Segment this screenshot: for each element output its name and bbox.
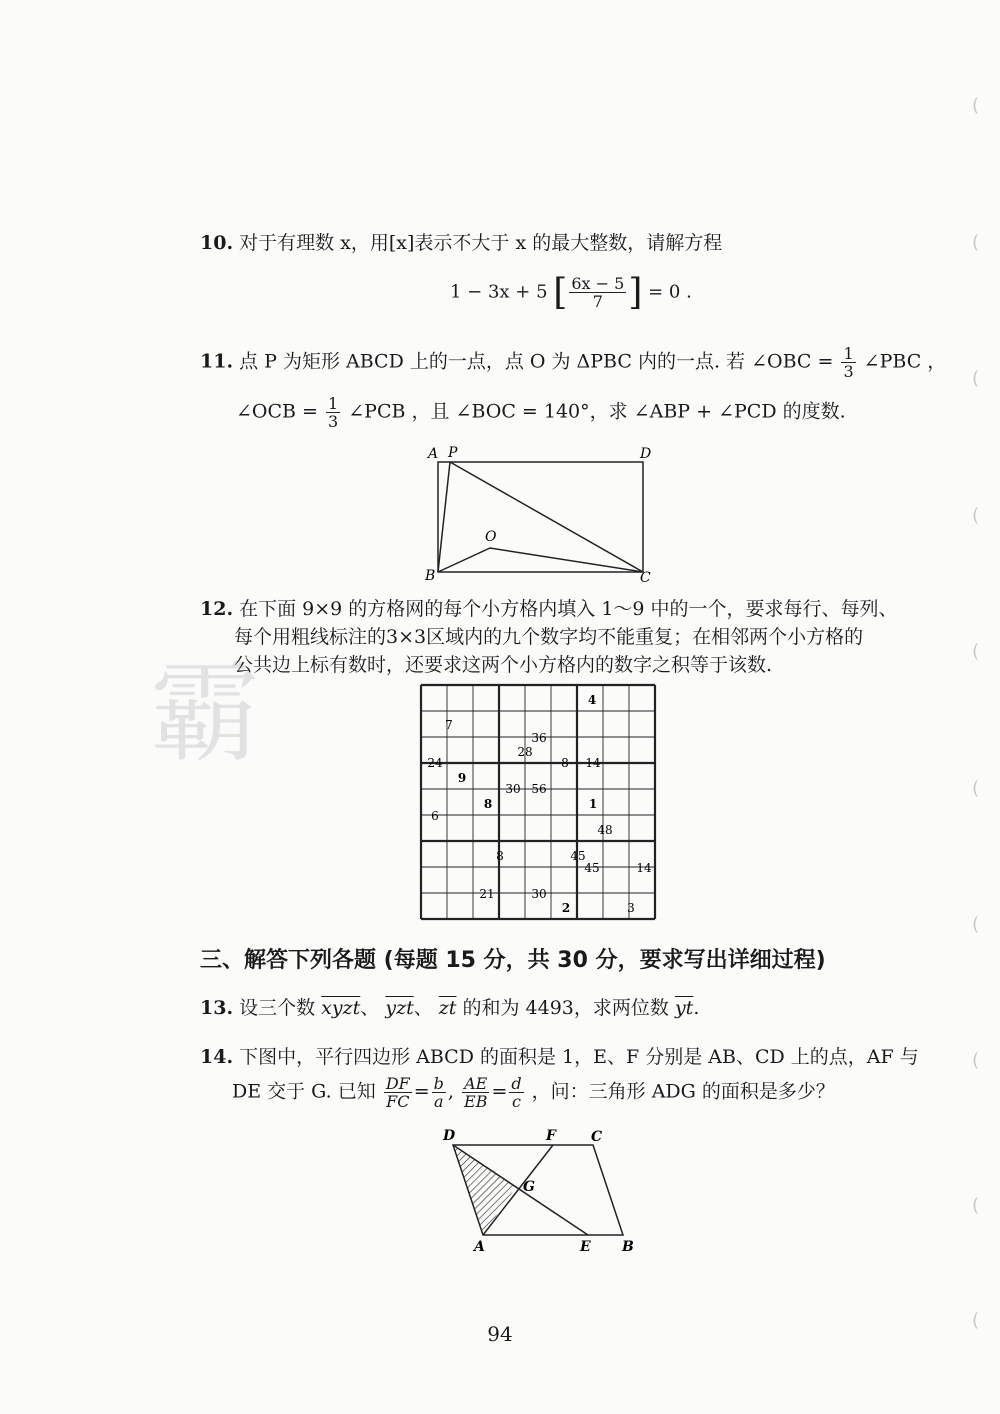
label-d: D — [443, 1128, 456, 1144]
question-text: ∠PCB ，且 ∠BOC = 140°，求 ∠ABP + ∠PCD 的度数. — [348, 400, 846, 423]
triangle-adg — [453, 1145, 516, 1235]
fraction-df-fc — [384, 1075, 412, 1110]
numerator: 1 — [328, 394, 339, 413]
grid-number: 2 — [561, 901, 571, 915]
fraction-d-c — [509, 1075, 523, 1110]
question-12-line2: 每个用粗线标注的3×3区域内的九个数字均不能重复；在相邻两个小方格的 — [234, 626, 864, 648]
number-zt: $\overline{zt}$ — [438, 997, 457, 1019]
question-text: 的和为 4493，求两位数 — [462, 997, 669, 1019]
bracket-left: [ — [553, 272, 568, 313]
number-xyzt: xyzt — [321, 997, 361, 1019]
numerator: 1 — [843, 344, 854, 363]
fraction-b-a — [432, 1075, 446, 1110]
question-text: DE 交于 G. 已知 — [232, 1080, 376, 1103]
grid-number: 8 — [561, 756, 569, 770]
question-number: 11. — [200, 350, 234, 373]
equation-right: = 0 . — [648, 281, 692, 303]
grid-number: 9 — [457, 771, 467, 785]
margin-mark: ( — [972, 778, 980, 799]
denominator: 3 — [843, 362, 854, 381]
denominator: a — [434, 1092, 444, 1111]
question-text: 下图中，平行四边形 ABCD 的面积是 1，E、F 分别是 AB、CD 上的点，AF 与 — [239, 1046, 919, 1068]
grid-number: 14 — [585, 756, 601, 770]
grid-number: 3 — [627, 901, 635, 915]
page-number: 94 — [487, 1322, 513, 1346]
denominator: c — [512, 1092, 521, 1111]
label-o: O — [485, 529, 497, 545]
fraction-ae-eb — [462, 1075, 489, 1110]
margin-mark: ( — [972, 1050, 980, 1071]
segment-pb — [438, 462, 450, 572]
label-a: A — [428, 446, 439, 462]
denominator: EB — [464, 1092, 488, 1111]
numerator: d — [511, 1074, 522, 1093]
denominator: 3 — [328, 412, 339, 431]
question-10 — [200, 228, 722, 258]
question-12 — [200, 594, 898, 624]
grid-number: 21 — [479, 887, 495, 901]
sudoku-grid — [418, 682, 664, 924]
label-g: G — [523, 1179, 535, 1195]
question-text: 点 P 为矩形 ABCD 上的一点，点 O 为 ΔPBC 内的一点. 若 ∠OBC = — [239, 350, 834, 373]
label-p: P — [448, 445, 458, 461]
number-yzt: $\overline{yzt}$ — [385, 997, 414, 1019]
label-b: B — [622, 1239, 634, 1255]
parallelogram-figure — [438, 1125, 648, 1260]
equation-left: 1 − 3x + 5 — [450, 281, 548, 303]
grid-number: 45 — [584, 861, 600, 875]
margin-mark: ( — [972, 641, 980, 662]
margin-mark: ( — [972, 914, 980, 935]
denominator: FC — [386, 1092, 410, 1111]
grid-number: 8 — [483, 797, 493, 811]
denominator: 7 — [592, 292, 603, 311]
question-14-line2: DE 交于 G. 已知 $\frac{DF}{FC}$ = $\frac{b}{a}$ , $\frac{AE}{EB}$ = $\frac{d}{c}$ ，问：三角形 ADG 的面积是多少？ — [232, 1074, 835, 1111]
question-13 — [200, 993, 699, 1023]
label-c: C — [640, 570, 651, 585]
grid-lines — [421, 685, 655, 919]
question-14 — [200, 1042, 919, 1072]
question-number: 14. — [200, 1046, 234, 1068]
grid-number: 36 — [531, 731, 547, 745]
numerator: b — [433, 1074, 444, 1093]
label-f: F — [546, 1128, 556, 1144]
grid-number: 14 — [636, 861, 652, 875]
equation-10 — [450, 272, 692, 313]
fraction — [326, 395, 340, 430]
question-text: ∠OCB = — [236, 400, 318, 423]
separator: 、 — [360, 997, 380, 1019]
label-a: A — [474, 1239, 485, 1255]
numerator: 6x − 5 — [571, 274, 625, 293]
grid-number: 48 — [597, 823, 613, 837]
label-b: B — [425, 568, 436, 584]
grid-number: 56 — [531, 782, 547, 796]
question-number: 10. — [200, 232, 234, 254]
grid-number: 7 — [445, 718, 453, 732]
label-e: E — [580, 1239, 591, 1255]
bracket-right: ] — [628, 272, 643, 313]
number-yt: $\overline{yt}$ — [674, 997, 694, 1019]
grid-labels — [427, 693, 652, 915]
grid-number: 28 — [517, 745, 533, 759]
rectangle-figure — [420, 440, 660, 585]
question-text: 设三个数 — [239, 997, 316, 1019]
numerator: DF — [385, 1074, 410, 1093]
question-text: 在下面 9×9 的方格网的每个小方格内填入 1～9 中的一个，要求每行、每列、 — [239, 598, 898, 620]
margin-mark: ( — [972, 1195, 980, 1216]
label-c: C — [591, 1129, 603, 1145]
separator: 、 — [413, 997, 433, 1019]
grid-number: 30 — [505, 782, 521, 796]
grid-number: 30 — [531, 887, 547, 901]
grid-number: 45 — [570, 849, 586, 863]
question-11-line2 — [236, 395, 846, 430]
grid-number: 4 — [587, 693, 597, 707]
fraction — [569, 275, 626, 310]
margin-mark: ( — [972, 232, 980, 253]
question-text: ∠PBC ， — [863, 350, 947, 373]
fraction — [841, 345, 855, 380]
question-text: ，问：三角形 ADG 的面积是多少？ — [531, 1080, 835, 1103]
label-d: D — [640, 446, 652, 462]
question-number: 13. — [200, 997, 234, 1019]
numerator: AE — [462, 1075, 489, 1093]
margin-mark: ( — [972, 505, 980, 526]
margin-mark: ( — [972, 368, 980, 389]
question-12-line3: 公共边上标有数时，还要求这两个小方格内的数字之积等于该数. — [234, 654, 773, 676]
question-number: 12. — [200, 598, 234, 620]
grid-number: 1 — [588, 797, 598, 811]
watermark-left: 霸 — [150, 649, 260, 777]
grid-number: 6 — [431, 809, 439, 823]
margin-mark: ( — [972, 1310, 980, 1331]
section-heading: 三、解答下列各题 (每题 15 分，共 30 分，要求写出详细过程) — [200, 948, 826, 973]
punctuation: . — [693, 997, 700, 1019]
segments-ob-oc — [438, 548, 643, 572]
question-text: 对于有理数 x，用[x]表示不大于 x 的最大整数，请解方程 — [239, 232, 723, 254]
grid-number: 8 — [496, 849, 504, 863]
question-11 — [200, 345, 946, 380]
margin-mark: ( — [972, 95, 980, 116]
segment-pc — [450, 462, 643, 572]
grid-number: 24 — [427, 756, 443, 770]
